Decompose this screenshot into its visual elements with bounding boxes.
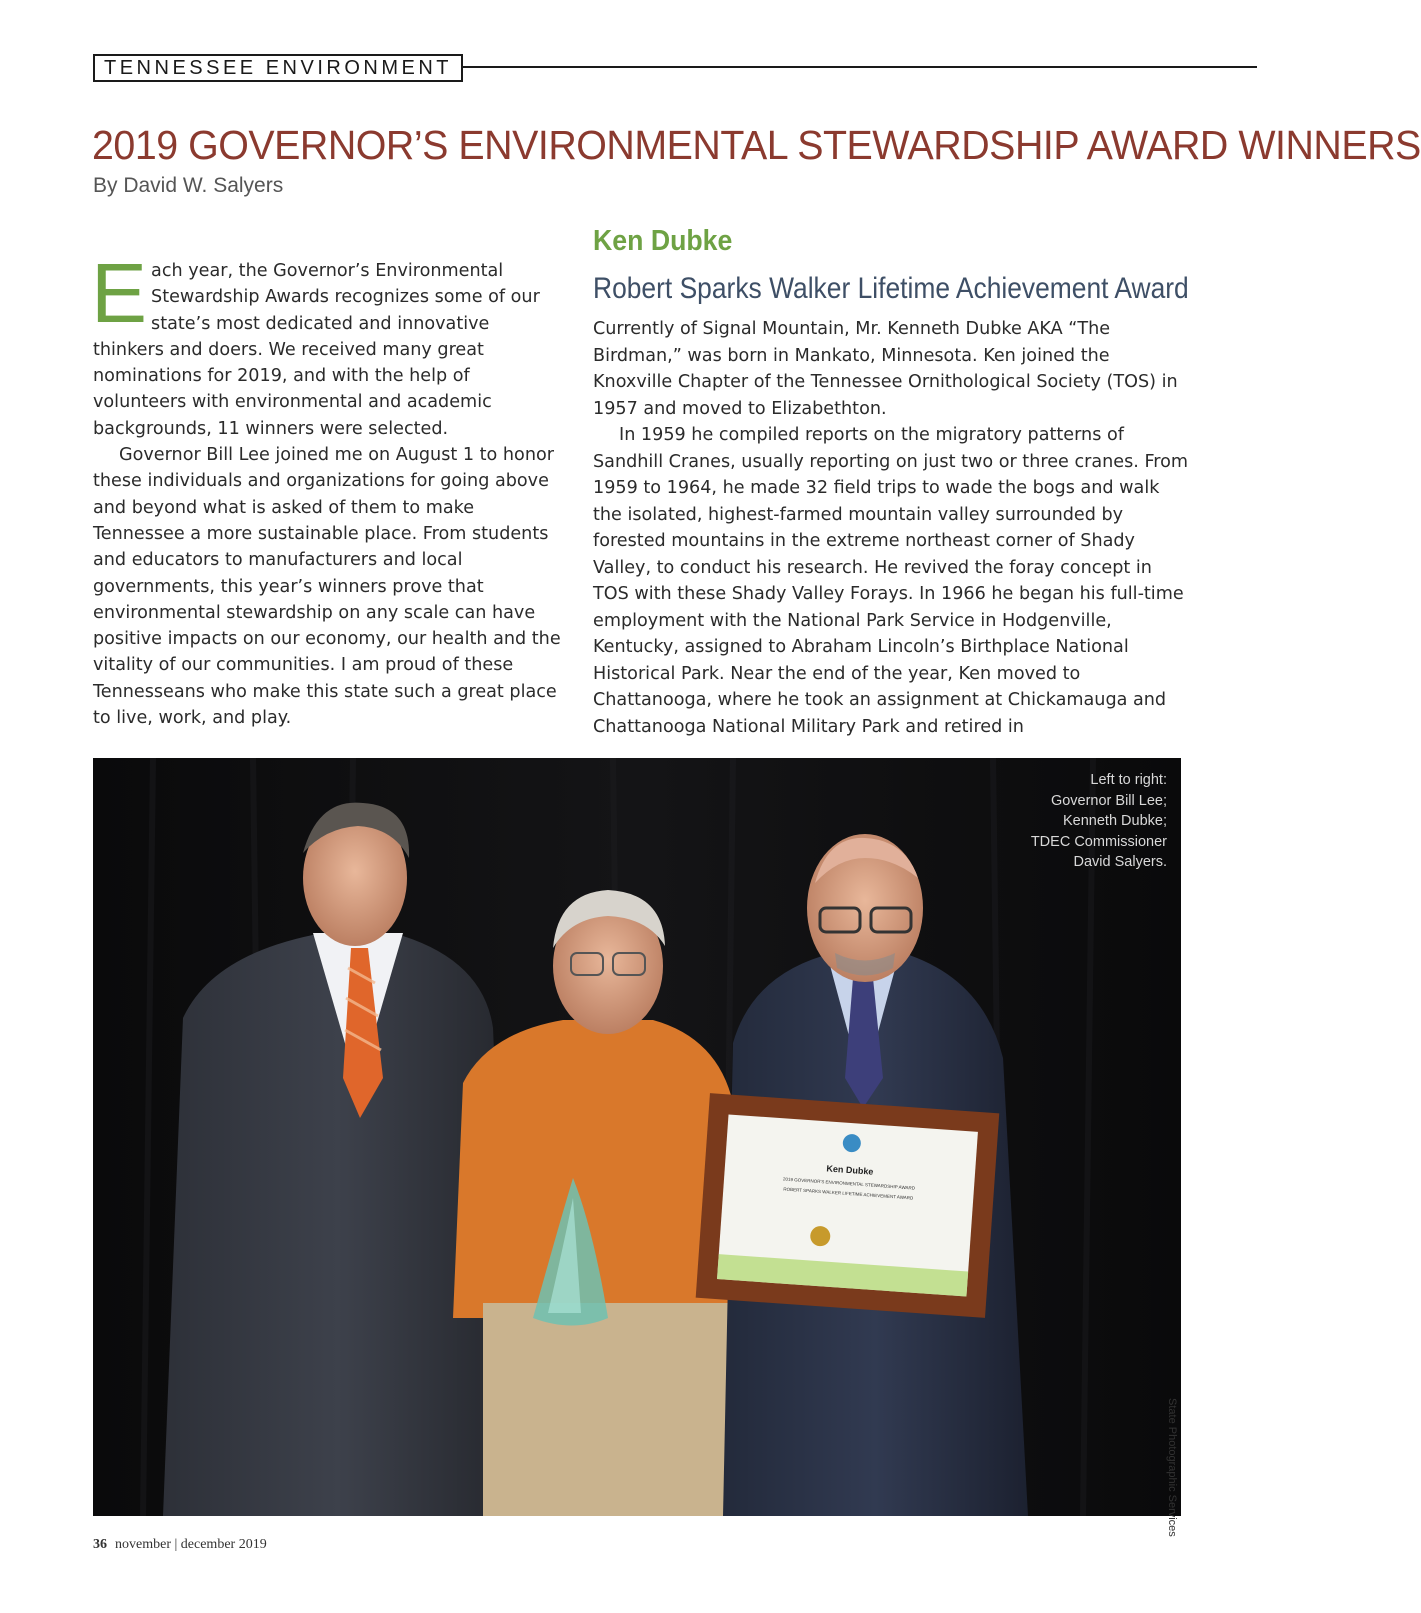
intro-paragraph-1-text: ach year, the Governor’s Environmental Stewardship Awards recognizes some of our state’s most dedicated and innovative thinkers and doers. We received many great nominations for 2019, and with the help of volunteers with environmental and academic backgrounds, 11 winners were selected. bbox=[93, 261, 540, 439]
intro-paragraph-2: Governor Bill Lee joined me on August 1 to honor these individuals and organizations for going above and beyond what is asked of them to make Tennessee a more sustainable place. From students and educators to manufacturers and local governments, this year’s winners prove that environmental stewardship on any scale can have positive impacts on our economy, our health and the vitality of our communities. I am proud of these Tennesseans who make this state such a great place to live, work, and play. bbox=[93, 445, 561, 729]
caption-line: David Salyers. bbox=[1073, 854, 1167, 870]
certificate-line-1: 2019 GOVERNOR'S ENVIRONMENTAL STEWARDSHIP AWARD bbox=[782, 1176, 916, 1191]
drop-cap: E bbox=[91, 246, 148, 340]
intro-column bbox=[91, 246, 563, 731]
page-footer bbox=[93, 1537, 267, 1553]
page-title: 2019 GOVERNOR’S ENVIRONMENTAL STEWARDSHIP AWARD WINNERS bbox=[92, 122, 1421, 168]
photo-caption bbox=[1031, 770, 1167, 873]
byline: By David W. Salyers bbox=[93, 174, 284, 197]
award-title: Robert Sparks Walker Lifetime Achievement Award bbox=[593, 272, 1189, 305]
caption-line: TDEC Commissioner bbox=[1030, 833, 1167, 850]
photo-illustration bbox=[93, 758, 1181, 1516]
section-rule bbox=[463, 66, 1257, 68]
winner-paragraph-1: Currently of Signal Mountain, Mr. Kenneth Dubke AKA “The Birdman,” was born in Mankato, Minnesota. Ken joined the Knoxville Chapter of the Tennessee Ornithological Society (TOS) in 1957 and moved to Elizabethton. bbox=[593, 319, 1178, 419]
photo-credit: State Photographic Services bbox=[1166, 1398, 1178, 1537]
intro-paragraph-1 bbox=[91, 246, 563, 442]
winner-paragraph-2: In 1959 he compiled reports on the migratory patterns of Sandhill Cranes, usually reporting on just two or three cranes. From 1959 to 1964, he made 32 field trips to wade the bogs and walk the isolated, highest-farmed mountain valley surrounded by forested mountains in the extreme northeast corner of Shady Valley, to conduct his research. He revived the foray concept in TOS with these Shady Valley Forays. In 1966 he began his full-time employment with the National Park Service in Hodgenville, Kentucky, assigned to Abraham Lincoln’s Birthplace National Historical Park. Near the end of the year, Ken moved to Chattanooga, where he took an assignment at Chickamauga and Chattanooga National Military Park and retired in bbox=[593, 425, 1189, 737]
caption-line: Governor Bill Lee; bbox=[1050, 792, 1167, 809]
certificate-name: Ken Dubke bbox=[826, 1163, 874, 1177]
winner-column bbox=[593, 316, 1193, 740]
winner-name: Ken Dubke bbox=[593, 225, 733, 257]
caption-line: Left to right: bbox=[1090, 772, 1167, 788]
page-number: 36 bbox=[93, 1537, 107, 1552]
caption-line: Kenneth Dubke; bbox=[1063, 813, 1167, 829]
award-photo bbox=[93, 758, 1181, 1516]
issue-label: november | december 2019 bbox=[115, 1537, 267, 1552]
certificate-line-2: ROBERT SPARKS WALKER LIFETIME ACHIEVEMENT AWARD bbox=[783, 1186, 914, 1201]
section-label: TENNESSEE ENVIRONMENT bbox=[93, 54, 463, 82]
